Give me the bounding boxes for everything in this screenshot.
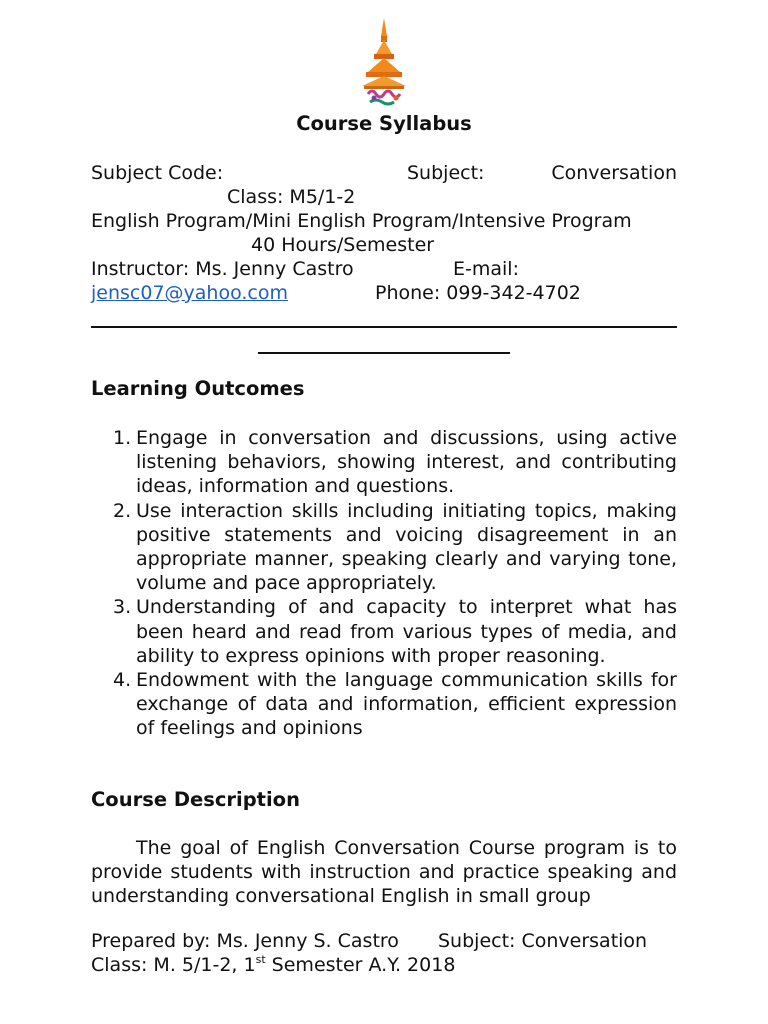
list-item-text: Use interaction skills including initiating topics, making positive statements and voicing disagreement in an appropriate manner, speaking clearly and varying tone, volume and pace appropriately. xyxy=(136,499,677,595)
divider-line xyxy=(91,326,677,328)
class-info: Class: M5/1-2 xyxy=(227,186,356,208)
page-title: Course Syllabus xyxy=(296,112,472,135)
divider-line-short xyxy=(258,352,510,354)
program-line xyxy=(91,209,677,233)
list-item-text: Engage in conversation and discussions, using active listening behaviors, showing interest, and contributing ideas, information and questions. xyxy=(136,427,677,498)
list-number: 3. xyxy=(113,596,132,619)
learning-outcomes-heading: Learning Outcomes xyxy=(91,377,305,400)
prepared-by: Prepared by: Ms. Jenny S. Castro xyxy=(91,930,399,952)
program-text: English Program/Mini English Program/Intensive Program xyxy=(91,210,632,232)
school-emblem-icon xyxy=(352,14,416,110)
footer-class-prefix: Class: M. 5/1-2, 1 xyxy=(91,954,256,976)
list-item xyxy=(91,595,677,668)
email-link[interactable]: jensc07@yahoo.com xyxy=(91,282,288,304)
course-description-text: The goal of English Conversation Course program is to provide students with instruction and practice speaking and understanding conversational English in small group xyxy=(91,837,677,908)
subject-code-label: Subject Code: xyxy=(91,162,224,184)
list-item xyxy=(91,426,677,499)
email-label: E-mail: xyxy=(453,258,519,280)
footer-class-sup: st xyxy=(255,953,266,966)
list-item xyxy=(91,668,677,741)
learning-outcomes-list xyxy=(91,426,677,741)
list-item-text: Understanding of and capacity to interpret what has been heard and read from various types of media, and ability to express opinions with proper reasoning. xyxy=(136,596,677,667)
subject-value: Conversation xyxy=(551,162,677,184)
phone-info: Phone: 099-342-4702 xyxy=(375,282,581,304)
subject-label: Subject: xyxy=(407,162,485,184)
course-description-heading: Course Description xyxy=(91,788,300,811)
list-number: 1. xyxy=(113,427,132,449)
instructor-info: Instructor: Ms. Jenny Castro xyxy=(91,258,354,280)
footer-subject: Subject: Conversation xyxy=(438,930,648,952)
list-item xyxy=(91,499,677,596)
list-number: 4. xyxy=(113,669,132,692)
list-number: 2. xyxy=(113,499,132,522)
list-item-text: Endowment with the language communication skills for exchange of data and information, efficient expression of feelings and opinions xyxy=(136,669,677,740)
footer-class xyxy=(91,953,455,977)
hours-info: 40 Hours/Semester xyxy=(251,234,435,256)
footer-class-suffix: Semester A.Y. 2018 xyxy=(265,954,456,976)
